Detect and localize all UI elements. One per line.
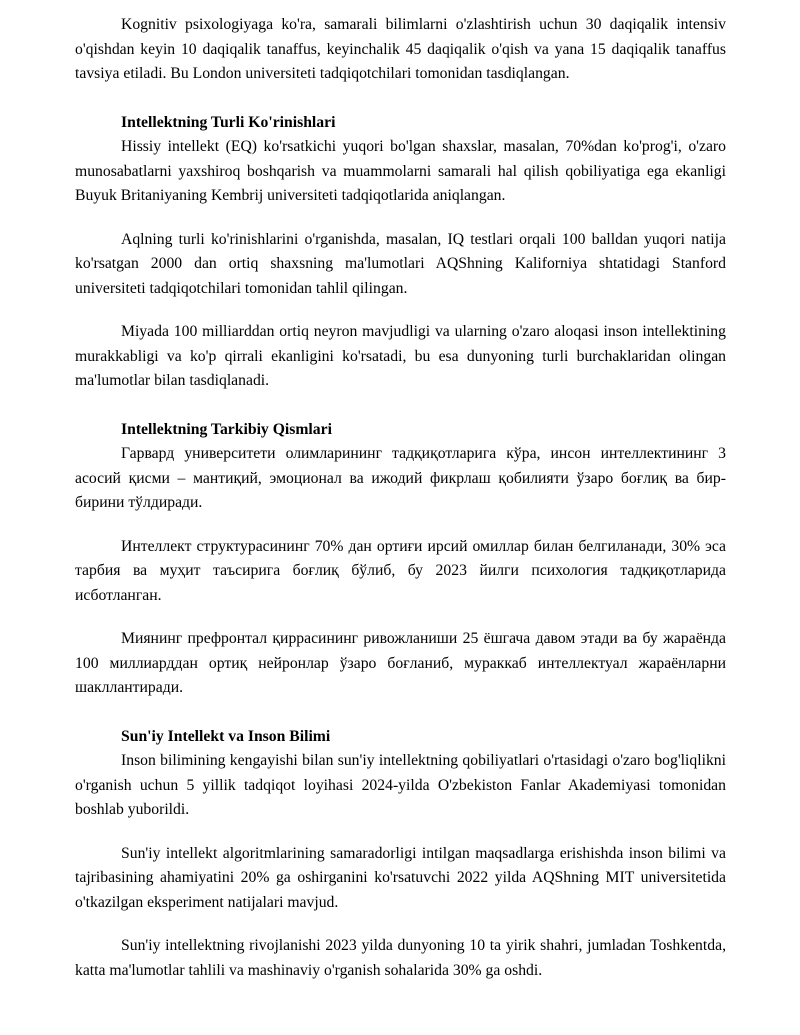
paragraph: Миянинг префронтал қиррасининг ривожланиши 25 ёшгача давом этади ва бу жараёнда 100 миллиарддан ортиқ нейронлар ўзаро боғланиб, мураккаб интеллектуал жараёнларни шакллантиради. [75,630,726,696]
paragraph: Kognitiv psixologiyaga ko'ra, samarali bilimlarni o'zlashtirish uchun 30 daqiqalik intensiv o'qishdan keyin 10 daqiqalik tanaffus, keyinchalik 45 daqiqalik o'qish va yana 15 daqiqalik tanaffus tavsiya etiladi. Bu London universiteti tadqiqotchilari tomonidan tasdiqlangan. [75,16,726,82]
paragraph: Hissiy intellekt (EQ) ko'rsatkichi yuqori bo'lgan shaxslar, masalan, 70%dan ko'prog'i, o'zaro munosabatlarni yaxshiroq boshqarish va muammolarni samarali hal qilish qobiliyatiga ega ekanligi Buyuk Britaniyaning Kembrij universiteti tadqiqotlarida aniqlangan. [75,138,726,204]
section-heading: Intellektning Tarkibiy Qismlari [121,420,332,438]
paragraph: Гарвард университети олимларининг тадқиқотларига кўра, инсон интеллектининг 3 асосий қисми – мантиқий, эмоционал ва ижодий фикрлаш қобилияти ўзаро боғлиқ ва бир-бирини тўлдиради. [75,445,726,511]
paragraph: Sun'iy intellekt algoritmlarining samaradorligi intilgan maqsadlarga erishishda inson bilimi va tajribasining ahamiyatini 20% ga oshirganini ko'rsatuvchi 2022 yilda AQShning MIT universitetida o'tkazilgan eksperiment natijalari mavjud. [75,844,726,911]
paragraph: Aqlning turli ko'rinishlarini o'rganishda, masalan, IQ testlari orqali 100 balldan yuqori natija ko'rsatgan 2000 dan ortiq shaxsning ma'lumotlari AQShning Kaliforniya shtatidagi Stanford universiteti tadqiqotchilari tomonidan tahlil qilingan. [75,230,726,297]
paragraph: Sun'iy intellektning rivojlanishi 2023 yilda dunyoning 10 ta yirik shahri, jumladan Toshkentda, katta ma'lumotlar tahlili va mashinaviy o'rganish sohalarida 30% ga oshdi. [75,937,726,979]
paragraph: Miyada 100 milliarddan ortiq neyron mavjudligi va ularning o'zaro aloqasi inson intellektining murakkabligi va ko'p qirrali ekanligini ko'rsatadi, bu esa dunyoning turli burchaklaridan olingan ma'lumotlar bilan tasdiqlanadi. [75,323,726,389]
section-heading: Intellektning Turli Ko'rinishlari [121,113,336,131]
paragraph: Inson bilimining kengayishi bilan sun'iy intellektning qobiliyatlari o'rtasidagi o'zaro bog'liqlikni o'rganish uchun 5 yillik tadqiqot loyihasi 2024-yilda O'zbekiston Fanlar Akademiyasi tomonidan boshlab yuborildi. [75,752,726,818]
section-heading: Sun'iy Intellekt va Inson Bilimi [121,727,331,745]
paragraph: Интеллект структурасининг 70% дан ортиғи ирсий омиллар билан белгиланади, 30% эса тарбия ва муҳит таъсирига боғлиқ бўлиб, бу 2023 йилги психология тадқиқотларида исботланган. [75,537,726,604]
